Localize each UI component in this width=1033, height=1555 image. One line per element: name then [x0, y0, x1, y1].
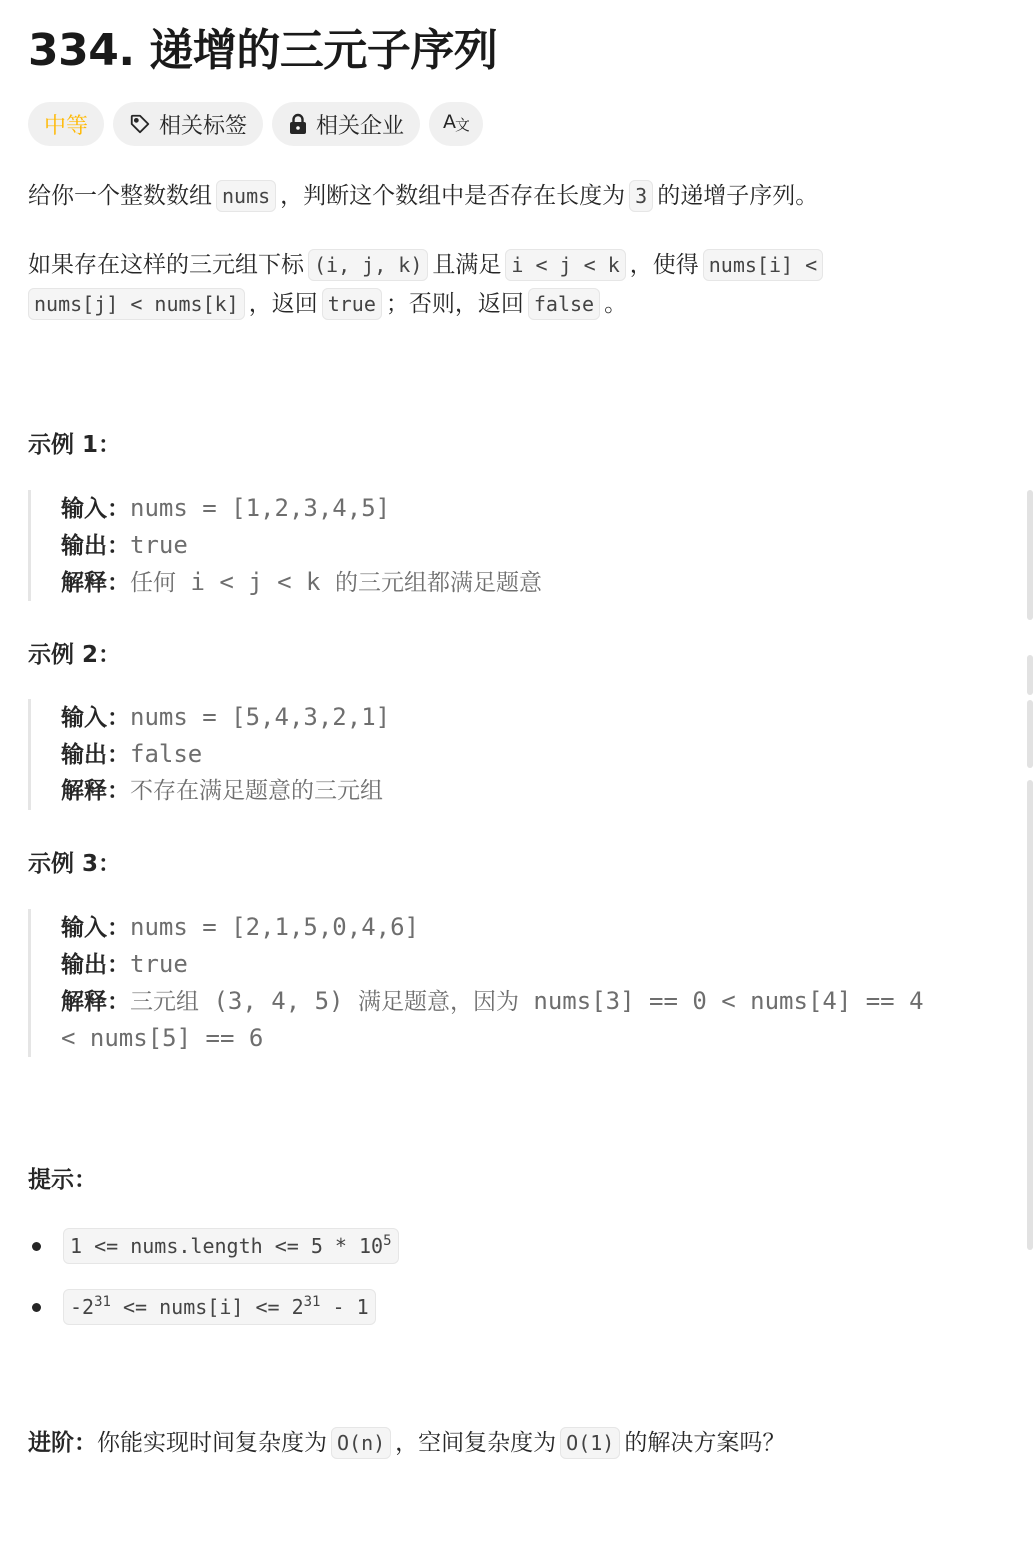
- translate-button[interactable]: [429, 102, 483, 146]
- scrollbar-segment[interactable]: [1027, 655, 1033, 695]
- svg-text:A: A: [443, 111, 457, 133]
- list-item: [28, 1289, 376, 1325]
- inline-code: true: [322, 288, 382, 320]
- inline-code: O(n): [331, 1427, 391, 1459]
- inline-code: O(1): [560, 1427, 620, 1459]
- related-companies-button[interactable]: [272, 102, 420, 146]
- scrollbar-segment[interactable]: [1027, 700, 1033, 768]
- related-tags-label: 相关标签: [159, 113, 248, 139]
- problem-title: 334. 递增的三元子序列: [28, 25, 498, 76]
- inline-code: 3: [629, 180, 653, 212]
- hints-heading: 提示：: [28, 1167, 97, 1193]
- difficulty-badge[interactable]: [28, 102, 104, 146]
- inline-code: i < j < k: [505, 249, 625, 281]
- example-2-heading: 示例 2：: [28, 642, 122, 668]
- follow-up: 进阶：你能实现时间复杂度为 O(n) ，空间复杂度为 O(1) 的解决方案吗？: [28, 1424, 785, 1463]
- inline-code: nums[j] < nums[k]: [28, 288, 245, 320]
- inline-code: nums: [216, 180, 276, 212]
- translate-icon: [443, 109, 469, 139]
- constraint-1: 1 <= nums.length <= $5 * 10^5$: [63, 1228, 399, 1264]
- example-3-heading: 示例 3：: [28, 851, 122, 877]
- related-companies-label: 相关企业: [316, 113, 405, 139]
- description-paragraph-1: 给你一个整数数组 nums ，判断这个数组中是否存在长度为 3 的递增子序列。: [28, 177, 818, 216]
- example-2-block: 输入：nums = [5,4,3,2,1] 输出：false 解释：不存在满足题意的三元组: [28, 699, 1013, 810]
- list-item: [28, 1228, 399, 1264]
- example-3-block: 输入：nums = [2,1,5,0,4,6] 输出：true 解释：三元组 (3, 4, 5) 满足题意，因为 nums[3] == 0 < nums[4] == 4 < nums[5] == 6: [28, 909, 1013, 1057]
- description-paragraph-2-cont: nums[j] < nums[k] ，返回 true ；否则，返回 false 。: [24, 285, 627, 324]
- description-paragraph-2: 如果存在这样的三元组下标 (i, j, k) 且满足 i < j < k ，使得 nums[i] <: [28, 246, 827, 285]
- svg-text:文: 文: [455, 116, 470, 133]
- tag-bar: [28, 102, 483, 146]
- scrollbar-segment[interactable]: [1027, 490, 1033, 620]
- related-tags-button[interactable]: [113, 102, 263, 146]
- lock-icon: [288, 113, 308, 135]
- scrollbar-thumb[interactable]: [1027, 780, 1033, 1250]
- tag-icon: [129, 113, 151, 135]
- example-1-heading: 示例 1：: [28, 432, 122, 458]
- inline-code: false: [528, 288, 600, 320]
- inline-code: (i, j, k): [308, 249, 428, 281]
- inline-code: nums[i] <: [703, 249, 823, 281]
- difficulty-label: 中等: [44, 113, 89, 139]
- example-1-block: 输入：nums = [1,2,3,4,5] 输出：true 解释：任何 i < j < k 的三元组都满足题意: [28, 490, 1013, 601]
- constraint-2: $-2^{31}$ <= nums[i] <= $2^{31} - 1$: [63, 1289, 376, 1325]
